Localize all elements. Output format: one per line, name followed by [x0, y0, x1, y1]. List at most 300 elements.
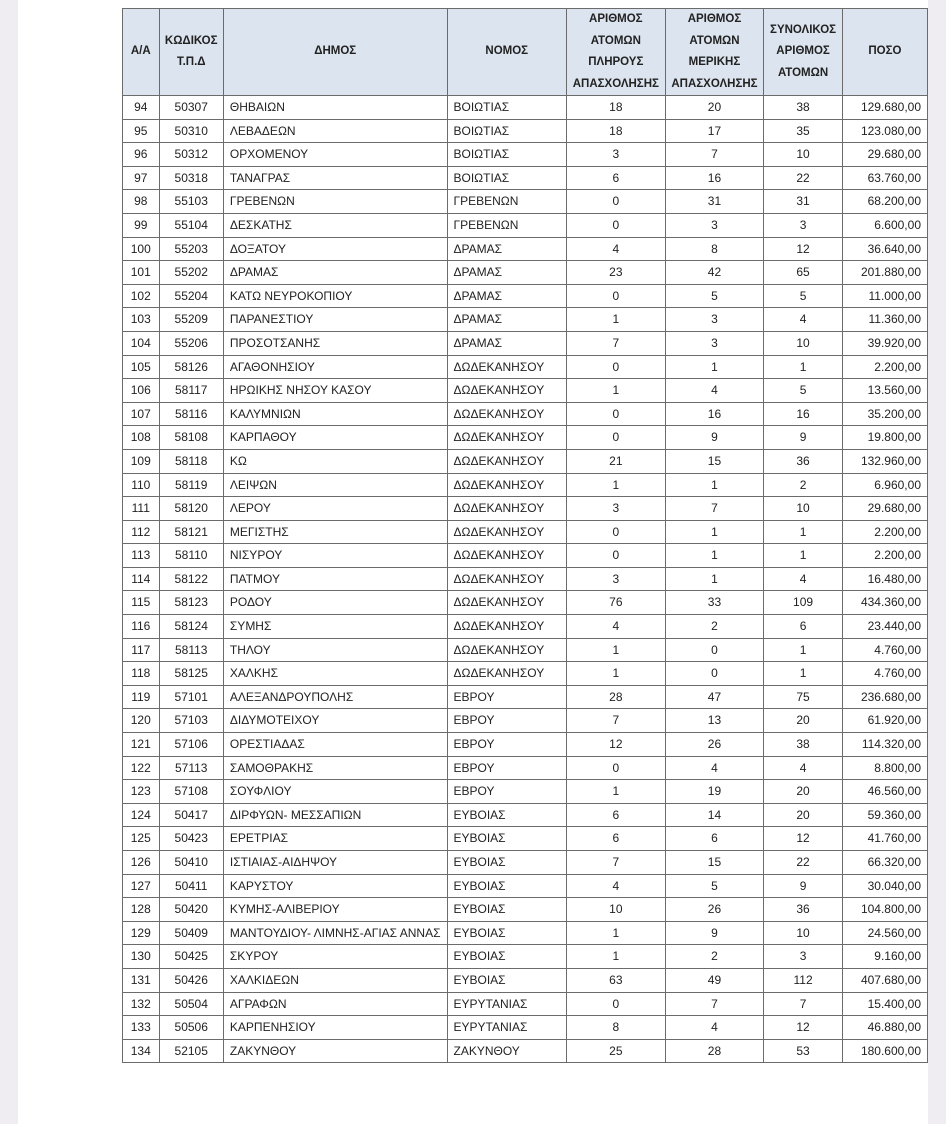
cell-code: 50409	[159, 921, 223, 945]
cell-prefecture: ΒΟΙΩΤΙΑΣ	[447, 119, 567, 143]
cell-total: 36	[764, 898, 843, 922]
cell-total: 12	[764, 237, 843, 261]
cell-total: 10	[764, 921, 843, 945]
cell-amount: 2.200,00	[842, 544, 927, 568]
cell-code: 57106	[159, 733, 223, 757]
cell-aa: 101	[123, 261, 160, 285]
cell-municipality: ΑΓΑΘΟΝΗΣΙΟΥ	[223, 355, 447, 379]
cell-aa: 106	[123, 379, 160, 403]
cell-prefecture: ΕΥΒΟΙΑΣ	[447, 945, 567, 969]
cell-part-time: 5	[665, 284, 764, 308]
cell-code: 50318	[159, 166, 223, 190]
cell-code: 50417	[159, 803, 223, 827]
cell-municipality: ΛΕΒΑΔΕΩΝ	[223, 119, 447, 143]
cell-amount: 35.200,00	[842, 402, 927, 426]
cell-prefecture: ΔΩΔΕΚΑΝΗΣΟΥ	[447, 473, 567, 497]
cell-aa: 132	[123, 992, 160, 1016]
table-row	[123, 284, 928, 308]
cell-total: 1	[764, 662, 843, 686]
cell-part-time: 15	[665, 851, 764, 875]
table-row	[123, 733, 928, 757]
cell-municipality: ΑΛΕΞΑΝΔΡΟΥΠΟΛΗΣ	[223, 685, 447, 709]
cell-aa: 130	[123, 945, 160, 969]
cell-municipality: ΚΑΤΩ ΝΕΥΡΟΚΟΠΙΟΥ	[223, 284, 447, 308]
cell-prefecture: ΔΡΑΜΑΣ	[447, 237, 567, 261]
cell-part-time: 14	[665, 803, 764, 827]
cell-amount: 19.800,00	[842, 426, 927, 450]
cell-aa: 113	[123, 544, 160, 568]
cell-part-time: 49	[665, 968, 764, 992]
cell-code: 55104	[159, 213, 223, 237]
cell-code: 58126	[159, 355, 223, 379]
cell-aa: 114	[123, 567, 160, 591]
cell-total: 3	[764, 213, 843, 237]
cell-part-time: 3	[665, 308, 764, 332]
cell-amount: 29.680,00	[842, 143, 927, 167]
table-row	[123, 615, 928, 639]
cell-code: 58125	[159, 662, 223, 686]
cell-total: 65	[764, 261, 843, 285]
cell-amount: 123.080,00	[842, 119, 927, 143]
cell-municipality: ΜΑΝΤΟΥΔΙΟΥ- ΛΙΜΝΗΣ-ΑΓΙΑΣ ΑΝΝΑΣ	[223, 921, 447, 945]
cell-prefecture: ΒΟΙΩΤΙΑΣ	[447, 96, 567, 120]
header-part-time: ΑΡΙΘΜΟΣ ΑΤΟΜΩΝ ΜΕΡΙΚΗΣ ΑΠΑΣΧΟΛΗΣΗΣ	[665, 9, 764, 96]
cell-prefecture: ΔΩΔΕΚΑΝΗΣΟΥ	[447, 567, 567, 591]
table-row	[123, 143, 928, 167]
cell-part-time: 6	[665, 827, 764, 851]
cell-part-time: 0	[665, 638, 764, 662]
cell-total: 38	[764, 733, 843, 757]
cell-municipality: ΣΑΜΟΘΡΑΚΗΣ	[223, 756, 447, 780]
cell-aa: 133	[123, 1016, 160, 1040]
cell-amount: 15.400,00	[842, 992, 927, 1016]
cell-municipality: ΓΡΕΒΕΝΩΝ	[223, 190, 447, 214]
table-row	[123, 213, 928, 237]
table-row	[123, 261, 928, 285]
cell-total: 22	[764, 851, 843, 875]
cell-prefecture: ΔΩΔΕΚΑΝΗΣΟΥ	[447, 449, 567, 473]
cell-amount: 66.320,00	[842, 851, 927, 875]
cell-amount: 29.680,00	[842, 497, 927, 521]
cell-part-time: 4	[665, 379, 764, 403]
table-row	[123, 591, 928, 615]
cell-part-time: 5	[665, 874, 764, 898]
cell-code: 50410	[159, 851, 223, 875]
cell-prefecture: ΔΩΔΕΚΑΝΗΣΟΥ	[447, 662, 567, 686]
cell-total: 1	[764, 544, 843, 568]
cell-code: 58118	[159, 449, 223, 473]
cell-prefecture: ΔΩΔΕΚΑΝΗΣΟΥ	[447, 544, 567, 568]
table-row	[123, 402, 928, 426]
cell-amount: 68.200,00	[842, 190, 927, 214]
cell-prefecture: ΕΒΡΟΥ	[447, 709, 567, 733]
cell-part-time: 4	[665, 1016, 764, 1040]
cell-aa: 102	[123, 284, 160, 308]
cell-total: 5	[764, 379, 843, 403]
cell-prefecture: ΕΥΒΟΙΑΣ	[447, 827, 567, 851]
cell-full-time: 4	[567, 237, 666, 261]
cell-amount: 2.200,00	[842, 355, 927, 379]
cell-amount: 6.600,00	[842, 213, 927, 237]
cell-municipality: ΤΗΛΟΥ	[223, 638, 447, 662]
cell-part-time: 9	[665, 426, 764, 450]
cell-code: 58110	[159, 544, 223, 568]
cell-aa: 99	[123, 213, 160, 237]
cell-amount: 59.360,00	[842, 803, 927, 827]
cell-total: 16	[764, 402, 843, 426]
table-row	[123, 520, 928, 544]
cell-code: 58120	[159, 497, 223, 521]
header-code: ΚΩΔΙΚΟΣ Τ.Π.Δ	[159, 9, 223, 96]
cell-full-time: 7	[567, 331, 666, 355]
table-row	[123, 497, 928, 521]
cell-aa: 100	[123, 237, 160, 261]
cell-total: 7	[764, 992, 843, 1016]
cell-prefecture: ΕΥΒΟΙΑΣ	[447, 968, 567, 992]
cell-part-time: 3	[665, 213, 764, 237]
cell-prefecture: ΕΒΡΟΥ	[447, 685, 567, 709]
cell-aa: 116	[123, 615, 160, 639]
cell-municipality: ΝΙΣΥΡΟΥ	[223, 544, 447, 568]
cell-total: 1	[764, 638, 843, 662]
cell-part-time: 33	[665, 591, 764, 615]
cell-amount: 104.800,00	[842, 898, 927, 922]
cell-part-time: 20	[665, 96, 764, 120]
cell-full-time: 23	[567, 261, 666, 285]
cell-prefecture: ΔΩΔΕΚΑΝΗΣΟΥ	[447, 355, 567, 379]
cell-municipality: ΟΡΧΟΜΕΝΟΥ	[223, 143, 447, 167]
cell-full-time: 4	[567, 874, 666, 898]
cell-total: 53	[764, 1039, 843, 1063]
table-row	[123, 827, 928, 851]
cell-total: 10	[764, 143, 843, 167]
cell-full-time: 0	[567, 284, 666, 308]
cell-full-time: 0	[567, 355, 666, 379]
cell-part-time: 8	[665, 237, 764, 261]
cell-code: 57103	[159, 709, 223, 733]
cell-amount: 30.040,00	[842, 874, 927, 898]
cell-prefecture: ΕΥΒΟΙΑΣ	[447, 874, 567, 898]
cell-aa: 105	[123, 355, 160, 379]
cell-code: 58117	[159, 379, 223, 403]
cell-aa: 96	[123, 143, 160, 167]
cell-full-time: 63	[567, 968, 666, 992]
cell-code: 57113	[159, 756, 223, 780]
cell-full-time: 10	[567, 898, 666, 922]
cell-aa: 109	[123, 449, 160, 473]
cell-total: 3	[764, 945, 843, 969]
cell-full-time: 1	[567, 921, 666, 945]
cell-code: 50423	[159, 827, 223, 851]
cell-municipality: ΧΑΛΚΙΔΕΩΝ	[223, 968, 447, 992]
cell-prefecture: ΔΩΔΕΚΑΝΗΣΟΥ	[447, 497, 567, 521]
table-row	[123, 190, 928, 214]
cell-prefecture: ΔΩΔΕΚΑΝΗΣΟΥ	[447, 638, 567, 662]
cell-part-time: 1	[665, 473, 764, 497]
cell-municipality: ΔΟΞΑΤΟΥ	[223, 237, 447, 261]
cell-code: 57101	[159, 685, 223, 709]
cell-prefecture: ΕΒΡΟΥ	[447, 780, 567, 804]
cell-prefecture: ΔΩΔΕΚΑΝΗΣΟΥ	[447, 520, 567, 544]
cell-aa: 98	[123, 190, 160, 214]
cell-code: 55206	[159, 331, 223, 355]
table-row	[123, 237, 928, 261]
cell-municipality: ΔΙΡΦΥΩΝ- ΜΕΣΣΑΠΙΩΝ	[223, 803, 447, 827]
header-full-time: ΑΡΙΘΜΟΣ ΑΤΟΜΩΝ ΠΛΗΡΟΥΣ ΑΠΑΣΧΟΛΗΣΗΣ	[567, 9, 666, 96]
cell-municipality: ΔΕΣΚΑΤΗΣ	[223, 213, 447, 237]
cell-prefecture: ΕΥΒΟΙΑΣ	[447, 898, 567, 922]
cell-part-time: 1	[665, 355, 764, 379]
table-row	[123, 874, 928, 898]
cell-full-time: 3	[567, 143, 666, 167]
cell-amount: 11.360,00	[842, 308, 927, 332]
cell-code: 50426	[159, 968, 223, 992]
cell-municipality: ΟΡΕΣΤΙΑΔΑΣ	[223, 733, 447, 757]
cell-amount: 201.880,00	[842, 261, 927, 285]
cell-code: 58119	[159, 473, 223, 497]
cell-amount: 23.440,00	[842, 615, 927, 639]
cell-aa: 108	[123, 426, 160, 450]
cell-prefecture: ΕΥΒΟΙΑΣ	[447, 851, 567, 875]
table-row	[123, 968, 928, 992]
cell-amount: 46.560,00	[842, 780, 927, 804]
cell-part-time: 26	[665, 898, 764, 922]
table-row	[123, 331, 928, 355]
cell-part-time: 7	[665, 992, 764, 1016]
cell-code: 50312	[159, 143, 223, 167]
table-row	[123, 379, 928, 403]
cell-prefecture: ΓΡΕΒΕΝΩΝ	[447, 213, 567, 237]
cell-municipality: ΖΑΚΥΝΘΟΥ	[223, 1039, 447, 1063]
table-row	[123, 992, 928, 1016]
cell-amount: 61.920,00	[842, 709, 927, 733]
cell-aa: 97	[123, 166, 160, 190]
cell-prefecture: ΕΒΡΟΥ	[447, 756, 567, 780]
cell-prefecture: ΕΥΡΥΤΑΝΙΑΣ	[447, 1016, 567, 1040]
cell-amount: 24.560,00	[842, 921, 927, 945]
table-row	[123, 1016, 928, 1040]
cell-full-time: 7	[567, 851, 666, 875]
cell-code: 58116	[159, 402, 223, 426]
cell-aa: 117	[123, 638, 160, 662]
cell-total: 31	[764, 190, 843, 214]
cell-total: 20	[764, 780, 843, 804]
cell-full-time: 0	[567, 520, 666, 544]
cell-total: 4	[764, 567, 843, 591]
cell-full-time: 28	[567, 685, 666, 709]
cell-full-time: 1	[567, 945, 666, 969]
cell-municipality: ΡΟΔΟΥ	[223, 591, 447, 615]
table-row	[123, 119, 928, 143]
cell-aa: 127	[123, 874, 160, 898]
cell-full-time: 0	[567, 426, 666, 450]
header-total: ΣΥΝΟΛΙΚΟΣ ΑΡΙΘΜΟΣ ΑΤΟΜΩΝ	[764, 9, 843, 96]
cell-part-time: 16	[665, 402, 764, 426]
cell-aa: 103	[123, 308, 160, 332]
cell-total: 75	[764, 685, 843, 709]
cell-municipality: ΚΑΛΥΜΝΙΩΝ	[223, 402, 447, 426]
cell-aa: 107	[123, 402, 160, 426]
cell-amount: 9.160,00	[842, 945, 927, 969]
cell-part-time: 1	[665, 567, 764, 591]
cell-full-time: 12	[567, 733, 666, 757]
table-row	[123, 1039, 928, 1063]
cell-code: 58121	[159, 520, 223, 544]
cell-total: 38	[764, 96, 843, 120]
cell-total: 22	[764, 166, 843, 190]
cell-municipality: ΣΥΜΗΣ	[223, 615, 447, 639]
table-row	[123, 756, 928, 780]
cell-total: 6	[764, 615, 843, 639]
cell-amount: 6.960,00	[842, 473, 927, 497]
table-row	[123, 426, 928, 450]
cell-prefecture: ΔΩΔΕΚΑΝΗΣΟΥ	[447, 426, 567, 450]
table-row	[123, 567, 928, 591]
cell-part-time: 3	[665, 331, 764, 355]
cell-code: 50425	[159, 945, 223, 969]
cell-amount: 36.640,00	[842, 237, 927, 261]
cell-aa: 134	[123, 1039, 160, 1063]
cell-full-time: 18	[567, 119, 666, 143]
table-row	[123, 96, 928, 120]
cell-amount: 46.880,00	[842, 1016, 927, 1040]
cell-code: 58122	[159, 567, 223, 591]
cell-total: 10	[764, 497, 843, 521]
cell-amount: 4.760,00	[842, 662, 927, 686]
cell-municipality: ΤΑΝΑΓΡΑΣ	[223, 166, 447, 190]
cell-amount: 8.800,00	[842, 756, 927, 780]
cell-total: 35	[764, 119, 843, 143]
cell-aa: 124	[123, 803, 160, 827]
cell-code: 50411	[159, 874, 223, 898]
table-row	[123, 355, 928, 379]
cell-municipality: ΚΑΡΥΣΤΟΥ	[223, 874, 447, 898]
header-prefecture: ΝΟΜΟΣ	[447, 9, 567, 96]
cell-aa: 131	[123, 968, 160, 992]
cell-code: 57108	[159, 780, 223, 804]
cell-part-time: 2	[665, 615, 764, 639]
cell-municipality: ΚΥΜΗΣ-ΑΛΙΒΕΡΙΟΥ	[223, 898, 447, 922]
cell-prefecture: ΒΟΙΩΤΙΑΣ	[447, 143, 567, 167]
cell-prefecture: ΔΡΑΜΑΣ	[447, 261, 567, 285]
cell-part-time: 17	[665, 119, 764, 143]
cell-aa: 128	[123, 898, 160, 922]
cell-code: 50420	[159, 898, 223, 922]
cell-prefecture: ΕΥΡΥΤΑΝΙΑΣ	[447, 992, 567, 1016]
cell-part-time: 2	[665, 945, 764, 969]
cell-code: 50307	[159, 96, 223, 120]
cell-code: 55203	[159, 237, 223, 261]
cell-prefecture: ΕΥΒΟΙΑΣ	[447, 921, 567, 945]
table-row	[123, 851, 928, 875]
cell-part-time: 1	[665, 544, 764, 568]
cell-aa: 115	[123, 591, 160, 615]
cell-prefecture: ΔΡΑΜΑΣ	[447, 284, 567, 308]
cell-amount: 114.320,00	[842, 733, 927, 757]
cell-full-time: 3	[567, 497, 666, 521]
cell-prefecture: ΔΡΑΜΑΣ	[447, 308, 567, 332]
table-row	[123, 945, 928, 969]
cell-total: 12	[764, 827, 843, 851]
cell-prefecture: ΔΡΑΜΑΣ	[447, 331, 567, 355]
cell-part-time: 4	[665, 756, 764, 780]
cell-total: 5	[764, 284, 843, 308]
cell-aa: 104	[123, 331, 160, 355]
cell-municipality: ΣΟΥΦΛΙΟΥ	[223, 780, 447, 804]
cell-full-time: 25	[567, 1039, 666, 1063]
cell-amount: 41.760,00	[842, 827, 927, 851]
cell-total: 109	[764, 591, 843, 615]
cell-full-time: 0	[567, 992, 666, 1016]
cell-municipality: ΕΡΕΤΡΙΑΣ	[223, 827, 447, 851]
cell-municipality: ΛΕΡΟΥ	[223, 497, 447, 521]
cell-municipality: ΔΙΔΥΜΟΤΕΙΧΟΥ	[223, 709, 447, 733]
cell-prefecture: ΔΩΔΕΚΑΝΗΣΟΥ	[447, 615, 567, 639]
cell-full-time: 1	[567, 638, 666, 662]
cell-amount: 236.680,00	[842, 685, 927, 709]
cell-full-time: 6	[567, 166, 666, 190]
cell-full-time: 0	[567, 402, 666, 426]
cell-amount: 13.560,00	[842, 379, 927, 403]
cell-code: 52105	[159, 1039, 223, 1063]
table-row	[123, 898, 928, 922]
municipality-funding-table	[122, 8, 928, 1063]
cell-aa: 112	[123, 520, 160, 544]
cell-part-time: 13	[665, 709, 764, 733]
cell-part-time: 16	[665, 166, 764, 190]
cell-full-time: 0	[567, 544, 666, 568]
header-municipality: ΔΗΜΟΣ	[223, 9, 447, 96]
cell-prefecture: ΖΑΚΥΝΘΟΥ	[447, 1039, 567, 1063]
cell-full-time: 7	[567, 709, 666, 733]
cell-aa: 125	[123, 827, 160, 851]
cell-prefecture: ΒΟΙΩΤΙΑΣ	[447, 166, 567, 190]
cell-part-time: 26	[665, 733, 764, 757]
cell-municipality: ΚΑΡΠΑΘΟΥ	[223, 426, 447, 450]
cell-total: 1	[764, 520, 843, 544]
cell-code: 58108	[159, 426, 223, 450]
cell-total: 4	[764, 308, 843, 332]
table-row	[123, 638, 928, 662]
cell-total: 36	[764, 449, 843, 473]
table-row	[123, 921, 928, 945]
cell-amount: 63.760,00	[842, 166, 927, 190]
cell-total: 4	[764, 756, 843, 780]
cell-code: 50310	[159, 119, 223, 143]
cell-municipality: ΠΑΤΜΟΥ	[223, 567, 447, 591]
cell-part-time: 7	[665, 143, 764, 167]
cell-code: 58124	[159, 615, 223, 639]
cell-amount: 39.920,00	[842, 331, 927, 355]
cell-aa: 118	[123, 662, 160, 686]
cell-municipality: ΣΚΥΡΟΥ	[223, 945, 447, 969]
cell-municipality: ΛΕΙΨΩΝ	[223, 473, 447, 497]
cell-full-time: 1	[567, 473, 666, 497]
cell-prefecture: ΔΩΔΕΚΑΝΗΣΟΥ	[447, 402, 567, 426]
cell-aa: 95	[123, 119, 160, 143]
table-row	[123, 662, 928, 686]
cell-code: 50506	[159, 1016, 223, 1040]
cell-total: 20	[764, 709, 843, 733]
cell-part-time: 9	[665, 921, 764, 945]
table-row	[123, 685, 928, 709]
cell-part-time: 42	[665, 261, 764, 285]
cell-aa: 123	[123, 780, 160, 804]
cell-full-time: 1	[567, 379, 666, 403]
cell-part-time: 19	[665, 780, 764, 804]
cell-full-time: 0	[567, 190, 666, 214]
cell-amount: 180.600,00	[842, 1039, 927, 1063]
